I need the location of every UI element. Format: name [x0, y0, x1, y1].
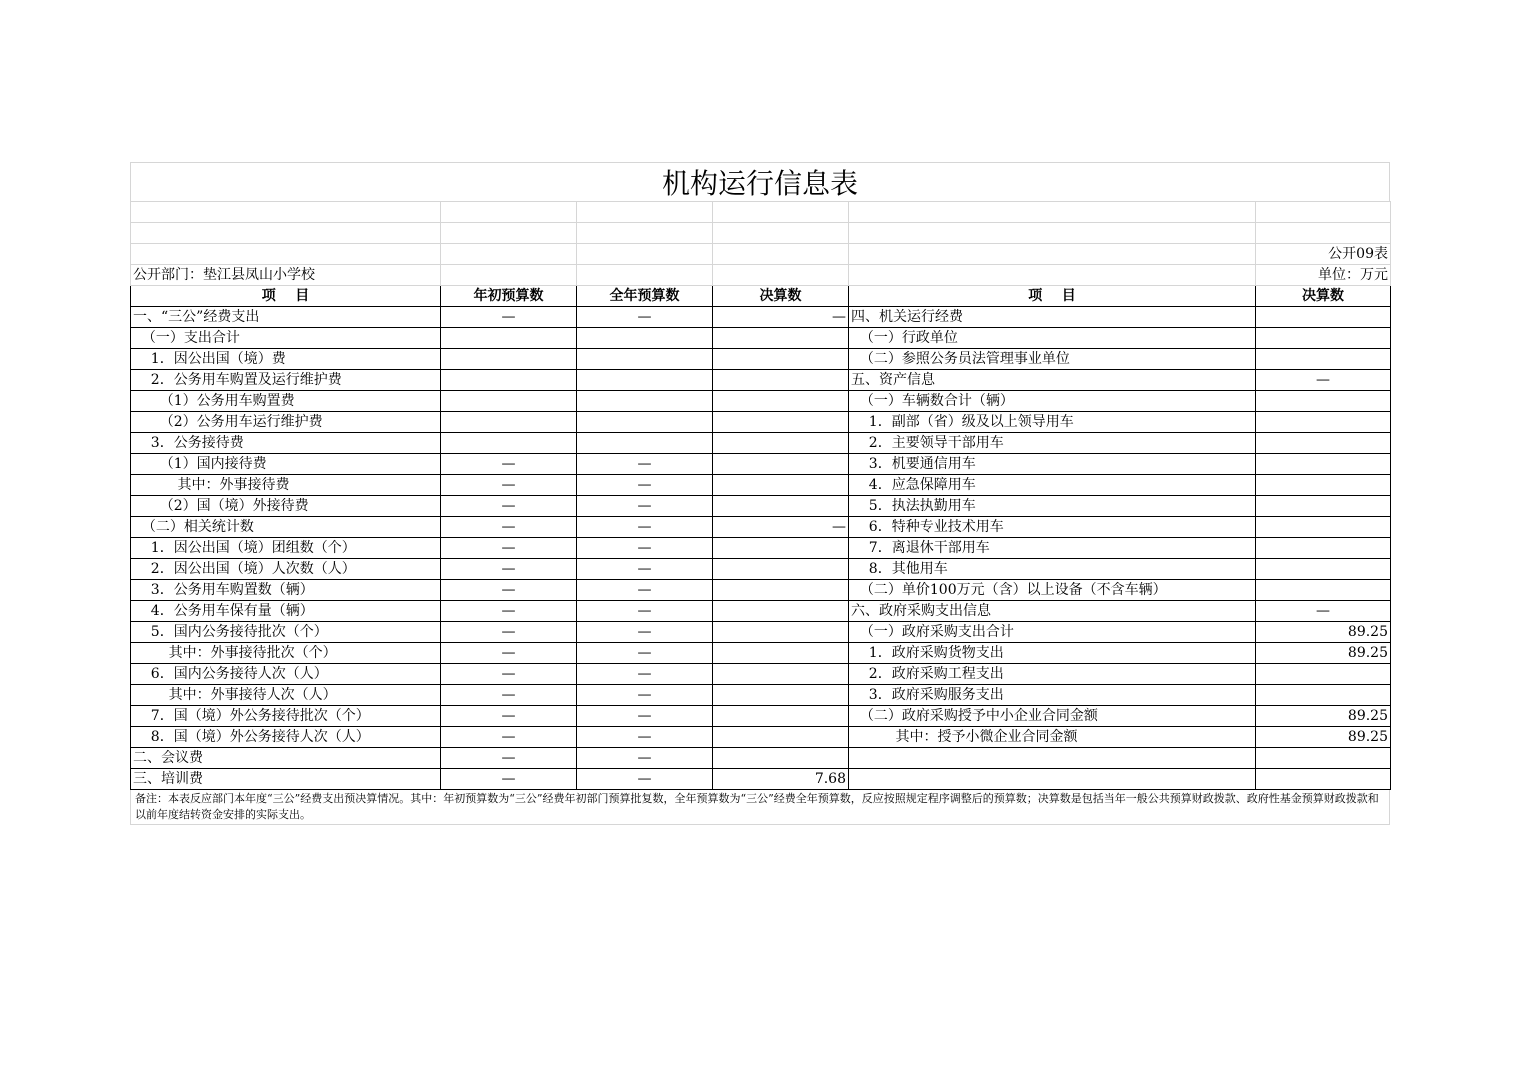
header-final-right: 决算数	[1256, 286, 1391, 307]
final-left-cell	[713, 601, 849, 622]
final-right-cell	[1256, 769, 1391, 790]
budget-full-cell	[577, 391, 713, 412]
right-item-cell: 3．政府采购服务支出	[849, 685, 1256, 706]
budget-initial-cell: —	[441, 475, 577, 496]
budget-initial-cell	[441, 433, 577, 454]
table-row	[131, 748, 1391, 769]
final-right-cell	[1256, 412, 1391, 433]
table-row	[131, 517, 1391, 538]
budget-full-cell: —	[577, 454, 713, 475]
final-left-cell	[713, 412, 849, 433]
left-item-cell: 1．因公出国（境）团组数（个）	[131, 538, 441, 559]
budget-initial-cell	[441, 391, 577, 412]
final-left-cell	[713, 706, 849, 727]
left-item-cell: 4．公务用车保有量（辆）	[131, 601, 441, 622]
budget-initial-cell: —	[441, 706, 577, 727]
table-row	[131, 601, 1391, 622]
final-right-cell: —	[1256, 601, 1391, 622]
final-right-cell	[1256, 496, 1391, 517]
header-budget-initial: 年初预算数	[441, 286, 577, 307]
table-row	[131, 307, 1391, 328]
left-item-cell: （一）支出合计	[131, 328, 441, 349]
table-row	[131, 706, 1391, 727]
final-right-cell: 89.25	[1256, 706, 1391, 727]
final-left-cell: —	[713, 307, 849, 328]
table-row	[131, 727, 1391, 748]
budget-initial-cell: —	[441, 664, 577, 685]
budget-full-cell: —	[577, 664, 713, 685]
left-item-cell: 其中：外事接待批次（个）	[131, 643, 441, 664]
right-item-cell: 四、机关运行经费	[849, 307, 1256, 328]
budget-full-cell: —	[577, 685, 713, 706]
table-row	[131, 559, 1391, 580]
right-item-cell	[849, 769, 1256, 790]
final-right-cell	[1256, 433, 1391, 454]
final-left-cell: 7.68	[713, 769, 849, 790]
budget-full-cell: —	[577, 538, 713, 559]
final-right-cell: 89.25	[1256, 727, 1391, 748]
budget-full-cell: —	[577, 769, 713, 790]
final-right-cell	[1256, 454, 1391, 475]
budget-full-cell: —	[577, 706, 713, 727]
budget-initial-cell: —	[441, 496, 577, 517]
table-row	[131, 391, 1391, 412]
table-row	[131, 370, 1391, 391]
budget-full-cell	[577, 370, 713, 391]
final-left-cell	[713, 433, 849, 454]
final-right-cell	[1256, 475, 1391, 496]
right-item-cell: 六、政府采购支出信息	[849, 601, 1256, 622]
header-item-right: 项 目	[849, 286, 1256, 307]
budget-initial-cell: —	[441, 685, 577, 706]
right-item-cell: 4．应急保障用车	[849, 475, 1256, 496]
footnote: 备注：本表反应部门本年度“三公”经费支出预决算情况。其中：年初预算数为“三公”经费年初部门预算批复数，全年预算数为“三公”经费全年预算数，反应按照规定程序调整后的预算数；决算数是包括当年一般公共预算财政拨款、政府性基金预算财政拨款和以前年度结转资金安排的实际支出。	[130, 790, 1390, 825]
budget-full-cell	[577, 412, 713, 433]
final-right-cell: —	[1256, 370, 1391, 391]
final-right-cell: 89.25	[1256, 622, 1391, 643]
final-right-cell	[1256, 328, 1391, 349]
final-right-cell	[1256, 307, 1391, 328]
final-right-cell	[1256, 517, 1391, 538]
table-row	[131, 769, 1391, 790]
table-row	[131, 496, 1391, 517]
budget-initial-cell	[441, 328, 577, 349]
report-title: 机构运行信息表	[130, 162, 1390, 201]
table-header	[131, 286, 1391, 307]
budget-initial-cell: —	[441, 538, 577, 559]
table-row	[131, 580, 1391, 601]
right-item-cell: 1．政府采购货物支出	[849, 643, 1256, 664]
table-row	[131, 328, 1391, 349]
budget-full-cell: —	[577, 475, 713, 496]
unit-label: 单位：万元	[1256, 265, 1391, 286]
final-left-cell	[713, 559, 849, 580]
table-row	[131, 685, 1391, 706]
left-item-cell: 二、会议费	[131, 748, 441, 769]
budget-full-cell: —	[577, 559, 713, 580]
budget-full-cell: —	[577, 748, 713, 769]
form-number: 公开09表	[1256, 244, 1391, 265]
right-item-cell: （一）政府采购支出合计	[849, 622, 1256, 643]
budget-initial-cell: —	[441, 580, 577, 601]
left-item-cell: 8．国（境）外公务接待人次（人）	[131, 727, 441, 748]
left-item-cell: 其中：外事接待人次（人）	[131, 685, 441, 706]
final-right-cell	[1256, 559, 1391, 580]
right-item-cell: 7．离退休干部用车	[849, 538, 1256, 559]
budget-full-cell: —	[577, 601, 713, 622]
table-row	[131, 454, 1391, 475]
budget-initial-cell	[441, 349, 577, 370]
final-right-cell	[1256, 349, 1391, 370]
final-left-cell	[713, 475, 849, 496]
budget-full-cell: —	[577, 517, 713, 538]
final-left-cell	[713, 748, 849, 769]
report-sheet	[130, 162, 1390, 825]
right-item-cell: 6．特种专业技术用车	[849, 517, 1256, 538]
left-item-cell: （1）国内接待费	[131, 454, 441, 475]
final-right-cell	[1256, 391, 1391, 412]
left-item-cell: （1）公务用车购置费	[131, 391, 441, 412]
final-left-cell	[713, 454, 849, 475]
left-item-cell: （2）国（境）外接待费	[131, 496, 441, 517]
right-item-cell: （二）参照公务员法管理事业单位	[849, 349, 1256, 370]
budget-full-cell	[577, 328, 713, 349]
budget-full-cell: —	[577, 307, 713, 328]
budget-initial-cell: —	[441, 769, 577, 790]
final-right-cell	[1256, 664, 1391, 685]
left-item-cell: 一、“三公”经费支出	[131, 307, 441, 328]
left-item-cell: 1．因公出国（境）费	[131, 349, 441, 370]
table-row	[131, 622, 1391, 643]
left-item-cell: 2．因公出国（境）人次数（人）	[131, 559, 441, 580]
final-right-cell	[1256, 685, 1391, 706]
budget-initial-cell: —	[441, 559, 577, 580]
final-left-cell	[713, 349, 849, 370]
left-item-cell: 6．国内公务接待人次（人）	[131, 664, 441, 685]
header-budget-full: 全年预算数	[577, 286, 713, 307]
right-item-cell: （二）政府采购授予中小企业合同金额	[849, 706, 1256, 727]
final-left-cell	[713, 370, 849, 391]
right-item-cell: 其中：授予小微企业合同金额	[849, 727, 1256, 748]
final-right-cell	[1256, 748, 1391, 769]
right-item-cell: （一）行政单位	[849, 328, 1256, 349]
table-row	[131, 412, 1391, 433]
right-item-cell: 2．政府采购工程支出	[849, 664, 1256, 685]
final-left-cell	[713, 622, 849, 643]
budget-full-cell	[577, 433, 713, 454]
left-item-cell: （2）公务用车运行维护费	[131, 412, 441, 433]
header-item-left: 项 目	[131, 286, 441, 307]
table-row	[131, 538, 1391, 559]
right-item-cell: 3．机要通信用车	[849, 454, 1256, 475]
left-item-cell: 7．国（境）外公务接待批次（个）	[131, 706, 441, 727]
right-item-cell: 8．其他用车	[849, 559, 1256, 580]
table-row	[131, 475, 1391, 496]
left-item-cell: 3．公务接待费	[131, 433, 441, 454]
right-item-cell: 2．主要领导干部用车	[849, 433, 1256, 454]
budget-initial-cell: —	[441, 307, 577, 328]
right-item-cell	[849, 748, 1256, 769]
report-table	[130, 201, 1391, 790]
budget-initial-cell: —	[441, 622, 577, 643]
left-item-cell: （二）相关统计数	[131, 517, 441, 538]
budget-initial-cell	[441, 412, 577, 433]
table-row	[131, 643, 1391, 664]
final-left-cell	[713, 538, 849, 559]
table-row	[131, 664, 1391, 685]
left-item-cell: 5．国内公务接待批次（个）	[131, 622, 441, 643]
budget-initial-cell: —	[441, 517, 577, 538]
budget-full-cell: —	[577, 580, 713, 601]
header-final-left: 决算数	[713, 286, 849, 307]
budget-initial-cell: —	[441, 643, 577, 664]
table-row	[131, 349, 1391, 370]
final-right-cell	[1256, 538, 1391, 559]
left-item-cell: 三、培训费	[131, 769, 441, 790]
final-left-cell	[713, 685, 849, 706]
department-label: 公开部门：垫江县凤山小学校	[131, 265, 441, 286]
final-left-cell	[713, 391, 849, 412]
final-left-cell	[713, 328, 849, 349]
left-item-cell: 3．公务用车购置数（辆）	[131, 580, 441, 601]
left-item-cell: 其中：外事接待费	[131, 475, 441, 496]
right-item-cell: 五、资产信息	[849, 370, 1256, 391]
budget-initial-cell	[441, 370, 577, 391]
final-left-cell	[713, 643, 849, 664]
budget-full-cell: —	[577, 727, 713, 748]
right-item-cell: 1．副部（省）级及以上领导用车	[849, 412, 1256, 433]
final-left-cell	[713, 664, 849, 685]
final-left-cell	[713, 496, 849, 517]
budget-full-cell: —	[577, 622, 713, 643]
budget-initial-cell: —	[441, 601, 577, 622]
budget-initial-cell: —	[441, 727, 577, 748]
budget-full-cell: —	[577, 643, 713, 664]
budget-full-cell: —	[577, 496, 713, 517]
final-left-cell: —	[713, 517, 849, 538]
budget-full-cell	[577, 349, 713, 370]
table-row	[131, 433, 1391, 454]
final-left-cell	[713, 580, 849, 601]
right-item-cell: 5．执法执勤用车	[849, 496, 1256, 517]
budget-initial-cell: —	[441, 454, 577, 475]
right-item-cell: （二）单价100万元（含）以上设备（不含车辆）	[849, 580, 1256, 601]
final-left-cell	[713, 727, 849, 748]
final-right-cell: 89.25	[1256, 643, 1391, 664]
left-item-cell: 2．公务用车购置及运行维护费	[131, 370, 441, 391]
budget-initial-cell: —	[441, 748, 577, 769]
final-right-cell	[1256, 580, 1391, 601]
right-item-cell: （一）车辆数合计（辆）	[849, 391, 1256, 412]
